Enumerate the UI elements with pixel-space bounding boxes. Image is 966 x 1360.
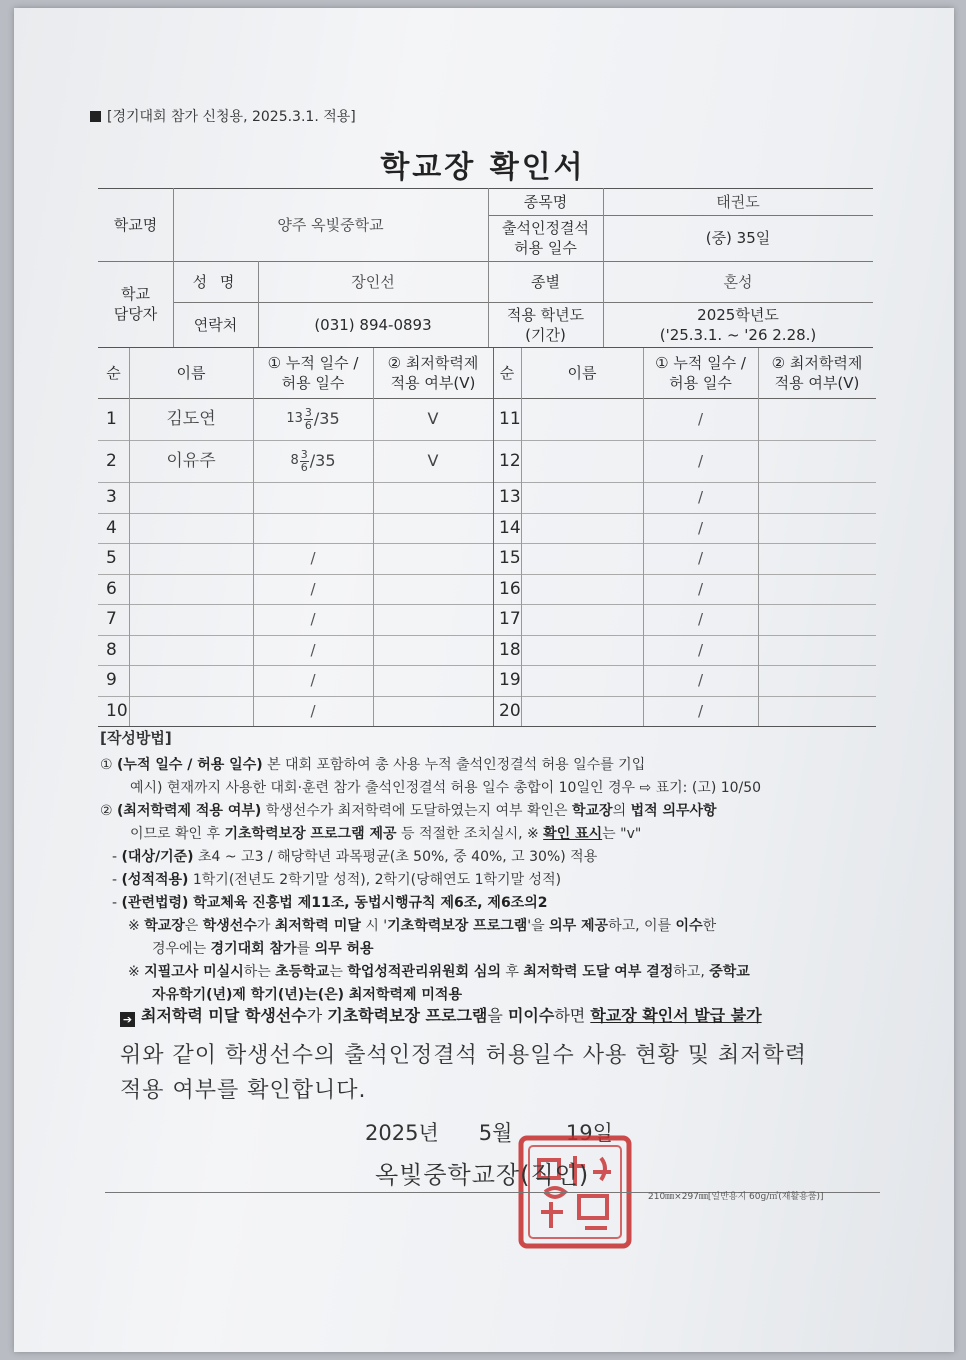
row-number-right: 13 — [499, 487, 521, 508]
header-min-line: ② 최저학력제 — [771, 354, 863, 372]
student-name — [129, 604, 253, 635]
absence-label: 출석인정결석 허용 일수 — [502, 219, 589, 257]
days-used-right: / — [697, 671, 704, 690]
row-number: 10 — [106, 700, 128, 721]
method-line-2b: 이므로 확인 후 기초학력보장 프로그램 제공 등 적절한 조치실시, ※ 확인 표시는 "v" — [130, 826, 642, 842]
days-used-right: / — [697, 549, 704, 568]
event-label: 종목명 — [523, 192, 568, 211]
row-number-right: 11 — [499, 409, 521, 429]
method-detail-3: - (관련법령) 학교체육 진흥법 제11조, 동법시행규칙 제6조, 제6조의2 — [112, 895, 548, 911]
contact-label: 연락처 — [193, 315, 238, 334]
info-table — [98, 188, 873, 348]
days-whole: 13 — [286, 411, 303, 426]
row-number: 2 — [106, 451, 117, 471]
writing-method — [100, 727, 890, 1007]
manager-name: 장인선 — [351, 272, 395, 291]
issue-date: 2025년 5월 19일 — [365, 1121, 613, 1145]
header-days-line: 허용 일수 — [281, 374, 345, 392]
school-name-label: 학교명 — [113, 215, 158, 234]
row-number-right: 12 — [499, 451, 521, 471]
school-name: 양주 옥빛중학교 — [277, 215, 384, 234]
days-used: / — [310, 579, 316, 598]
method-note-2: ※ 지필고사 미실시하는 초등학교는 학업성적관리위원회 심의 후 최저학력 도달 여부 결정하고, 중학교 — [128, 964, 750, 980]
method-note-2b: 자유학기(년)제 학기(년)는(은) 최저학력제 미적용 — [152, 987, 462, 1003]
type-label: 종별 — [531, 272, 560, 291]
type-value: 혼성 — [723, 272, 753, 291]
days-used-right: / — [697, 410, 704, 428]
days-used — [253, 482, 373, 513]
header-days — [253, 348, 373, 398]
method-detail-1: - (대상/기준) 초4 ~ 고3 / 해당학년 과목평균(초 50%, 중 40%, 고 30%) 적용 — [112, 849, 598, 865]
row-number-right: 19 — [499, 670, 521, 691]
days-used-right: / — [697, 452, 704, 470]
header-min-line: 적용 여부(V) — [774, 374, 860, 392]
event-value: 태권도 — [716, 192, 760, 211]
days-fraction — [304, 407, 313, 432]
confirm-statement: 위와 같이 학생선수의 출석인정결석 허용일수 사용 현황 및 최저학력 적용 여부를 확인합니다. — [120, 1043, 808, 1103]
student-name — [129, 665, 253, 696]
min-score-check: V — [427, 409, 439, 428]
header-min-score — [758, 348, 876, 398]
days-used: / — [310, 640, 316, 659]
header-days-line: 허용 일수 — [669, 374, 732, 392]
days-used-right: / — [697, 610, 704, 629]
method-detail-2: - (성적적용) 1학기(전년도 2학기말 성적), 2학기(당해연도 1학기말 성적) — [112, 872, 562, 888]
header-min-line: 적용 여부(V) — [390, 374, 476, 392]
row-number: 6 — [106, 578, 117, 599]
row-number-right: 17 — [499, 609, 521, 630]
year-label: 적용 학년도 (기간) — [506, 305, 585, 344]
row-number-right: 15 — [499, 548, 521, 569]
fraction-numerator: 3 — [304, 405, 312, 419]
method-note-1b: 경우에는 경기대회 참가를 의무 허용 — [152, 941, 374, 957]
paper-spec: 210㎜×297㎜[일반용지 60g/㎡(재활용품)] — [648, 1192, 824, 1202]
year-value: 2025학년도 ('25.3.1. ~ '26 2.28.) — [659, 305, 817, 344]
days-used-right: / — [697, 579, 704, 598]
method-heading: [작성방법] — [100, 729, 172, 747]
header-days-line: ① 누적 일수 / — [267, 354, 359, 372]
days-used: / — [310, 549, 316, 568]
days-used — [253, 440, 373, 482]
row-number: 4 — [106, 517, 117, 538]
days-used: / — [310, 610, 316, 629]
fraction-denominator: 6 — [300, 460, 308, 474]
row-number: 3 — [106, 487, 117, 508]
grid-line — [521, 348, 522, 726]
row-number: 7 — [106, 609, 117, 630]
name-label: 성 명 — [192, 272, 239, 291]
arrow-box-icon: ➔ — [120, 1012, 135, 1027]
row-number-right: 14 — [499, 517, 521, 538]
days-used: / — [310, 671, 316, 690]
row-number: 8 — [106, 639, 117, 660]
days-allowed: /35 — [309, 451, 336, 470]
method-line-1: ① (누적 일수 / 허용 일수) 본 대회 포함하여 총 사용 누적 출석인정결석 허용 일수를 기입 — [100, 757, 646, 773]
days-used — [253, 398, 373, 440]
student-name — [129, 574, 253, 605]
document-title: 학교장 확인서 — [380, 150, 586, 185]
student-name — [129, 482, 253, 513]
row-number-right: 16 — [499, 578, 521, 599]
row-number-right: 20 — [499, 700, 521, 721]
min-score-check: V — [427, 451, 439, 470]
square-bullet-icon — [90, 111, 101, 122]
days-used — [253, 513, 373, 544]
days-allowed: /35 — [313, 409, 340, 428]
days-used-right: / — [697, 640, 704, 659]
row-number-right: 18 — [499, 639, 521, 660]
days-used-right: / — [697, 488, 704, 507]
student-name — [129, 543, 253, 574]
header-min-line: ② 최저학력제 — [387, 354, 479, 372]
student-table — [98, 348, 876, 726]
header-no: 순 — [499, 364, 515, 382]
fraction-numerator: 3 — [300, 447, 308, 461]
manager-label: 학교 담당자 — [113, 285, 158, 323]
student-name — [129, 696, 253, 727]
row-number: 1 — [106, 409, 117, 429]
fraction-denominator: 6 — [304, 418, 312, 432]
contact-value: (031) 894-0893 — [314, 315, 432, 334]
header-min-score — [373, 348, 493, 398]
grid-line — [758, 348, 759, 726]
days-used-right: / — [697, 701, 704, 720]
row-number: 9 — [106, 670, 117, 691]
method-line-2: ② (최저학력제 적용 여부) 학생선수가 최저학력에 도달하였는지 여부 확인은 학교장의 법적 의무사항 — [100, 803, 717, 819]
notice-line: ➔ 최저학력 미달 학생선수가 기초학력보장 프로그램을 미이수하면 학교장 확인서 발급 불가 — [120, 1003, 762, 1027]
header-name: 이름 — [176, 364, 206, 382]
header-note: [경기대회 참가 신청용, 2025.3.1. 적용] — [90, 106, 356, 126]
header-days-line: ① 누적 일수 / — [655, 354, 746, 372]
method-note-1: ※ 학교장은 학생선수가 최저학력 미달 시 '기초학력보장 프로그램'을 의무 제공하고, 이를 이수한 — [128, 918, 717, 934]
header-name: 이름 — [567, 364, 597, 382]
student-name: 이유주 — [166, 451, 216, 471]
row-number: 5 — [106, 548, 117, 569]
days-used: / — [310, 701, 316, 720]
principal-signature: 옥빛중학교장(직인) — [375, 1161, 590, 1189]
student-name — [129, 513, 253, 544]
days-used-right: / — [697, 518, 704, 537]
student-name — [129, 635, 253, 666]
header-no: 순 — [106, 364, 121, 382]
absence-days: (중) 35일 — [705, 229, 771, 247]
header-days — [643, 348, 758, 398]
days-fraction — [300, 449, 309, 474]
student-name: 김도연 — [166, 409, 216, 429]
days-whole: 8 — [290, 453, 299, 468]
method-line-1b: 예시) 현재까지 사용한 대회·훈련 참가 출석인정결석 허용 일수 총합이 10일인 경우 ⇨ 표기: (고) 10/50 — [130, 780, 762, 796]
